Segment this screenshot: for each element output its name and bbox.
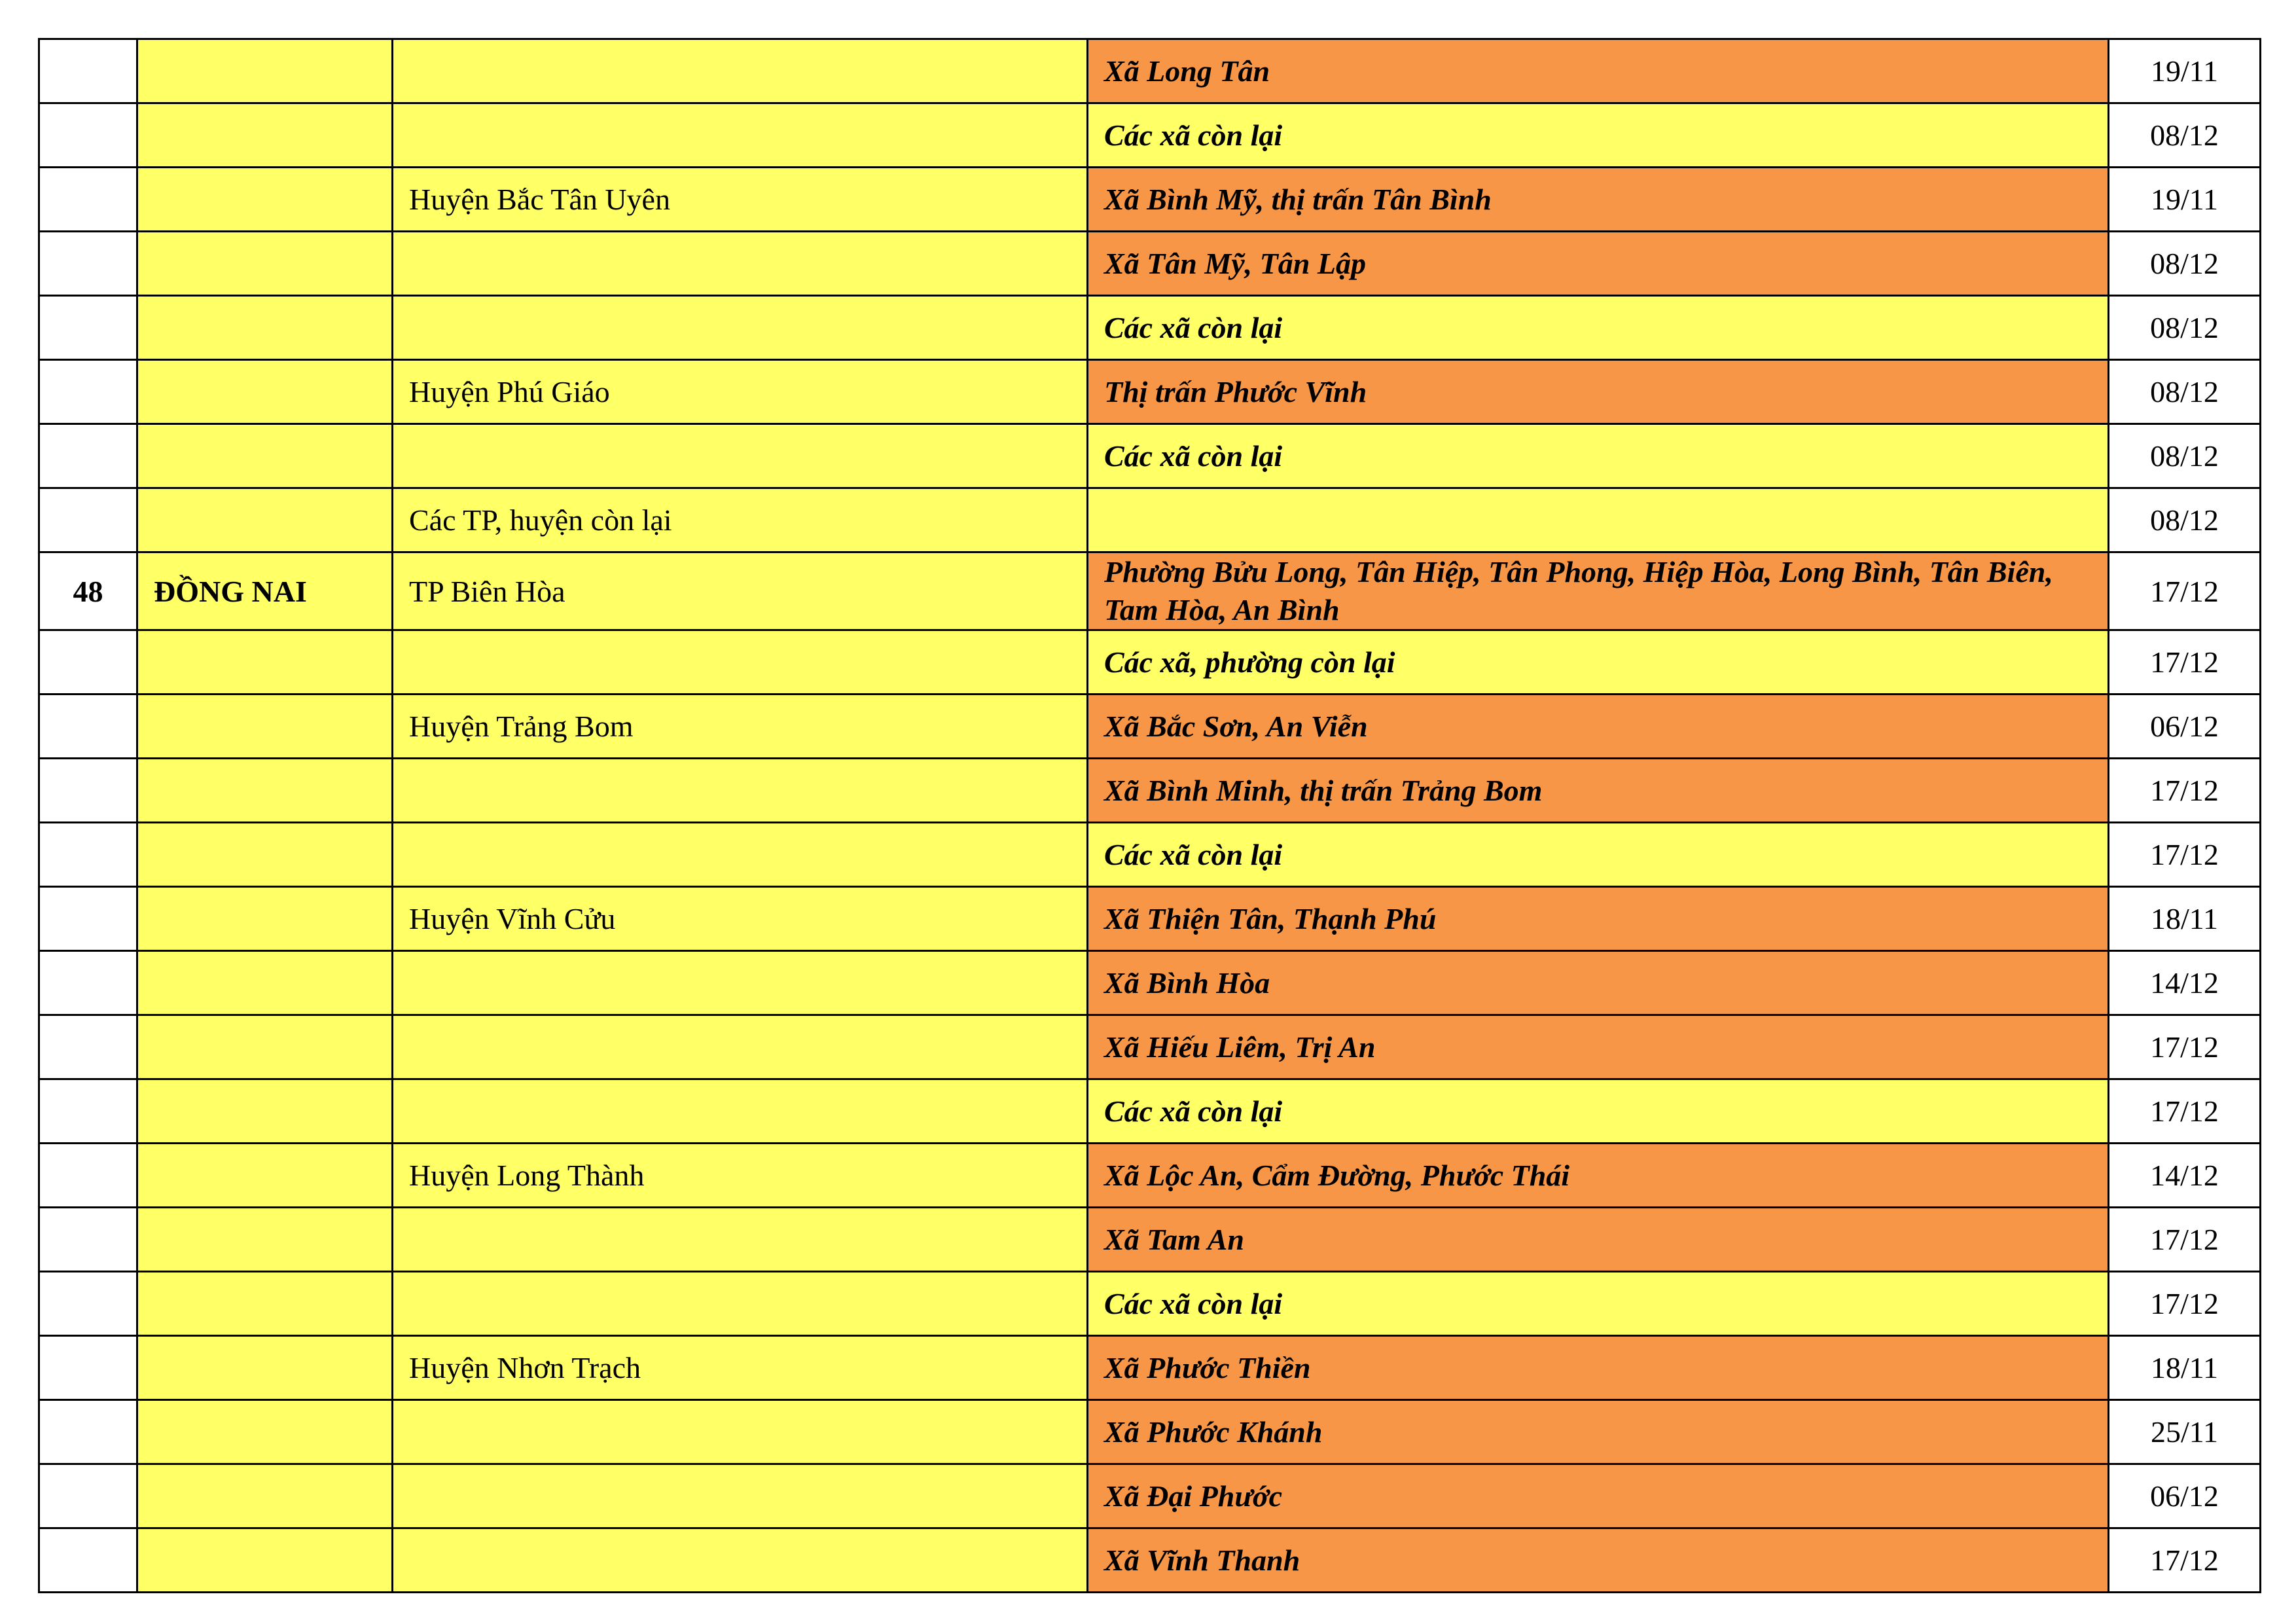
province-cell: [137, 823, 393, 887]
area-cell: Xã Bình Hòa: [1088, 951, 2109, 1015]
district-cell: [393, 39, 1088, 103]
stt-cell: [39, 1208, 137, 1272]
table-row: [39, 630, 2261, 695]
stt-cell: [39, 296, 137, 360]
table-row: [39, 951, 2261, 1015]
table-row: [39, 1528, 2261, 1593]
area-cell: Xã Lộc An, Cẩm Đường, Phước Thái: [1088, 1144, 2109, 1208]
district-cell: [393, 759, 1088, 823]
district-cell: Các TP, huyện còn lại: [393, 488, 1088, 552]
area-cell: Các xã còn lại: [1088, 1272, 2109, 1336]
province-cell: [137, 951, 393, 1015]
area-cell: Các xã còn lại: [1088, 1079, 2109, 1144]
area-cell: Xã Bình Mỹ, thị trấn Tân Bình: [1088, 168, 2109, 232]
table-row: [39, 695, 2261, 759]
stt-cell: [39, 168, 137, 232]
table-row: [39, 488, 2261, 552]
province-cell: [137, 695, 393, 759]
table-row: [39, 1144, 2261, 1208]
date-cell: 18/11: [2109, 1336, 2261, 1400]
stt-cell: [39, 1015, 137, 1079]
date-cell: 17/12: [2109, 1015, 2261, 1079]
district-cell: [393, 1015, 1088, 1079]
area-cell: Các xã còn lại: [1088, 424, 2109, 488]
district-cell: [393, 424, 1088, 488]
table-row: [39, 1464, 2261, 1528]
area-cell: Xã Tân Mỹ, Tân Lập: [1088, 232, 2109, 296]
area-cell: Xã Long Tân: [1088, 39, 2109, 103]
district-cell: [393, 1272, 1088, 1336]
stt-cell: [39, 1272, 137, 1336]
area-cell: Xã Tam An: [1088, 1208, 2109, 1272]
stt-cell: [39, 39, 137, 103]
area-cell: Xã Phước Thiền: [1088, 1336, 2109, 1400]
stt-cell: [39, 103, 137, 168]
table-row: [39, 1208, 2261, 1272]
district-cell: [393, 630, 1088, 695]
date-cell: 06/12: [2109, 1464, 2261, 1528]
area-cell: Xã Hiếu Liêm, Trị An: [1088, 1015, 2109, 1079]
table-row: [39, 424, 2261, 488]
province-cell: [137, 1015, 393, 1079]
stt-cell: [39, 759, 137, 823]
table-row: [39, 552, 2261, 630]
area-cell: Các xã còn lại: [1088, 296, 2109, 360]
stt-cell: [39, 951, 137, 1015]
district-cell: Huyện Vĩnh Cửu: [393, 887, 1088, 951]
area-cell: Phường Bửu Long, Tân Hiệp, Tân Phong, Hiệp Hòa, Long Bình, Tân Biên, Tam Hòa, An Bình: [1088, 552, 2109, 630]
stt-cell: [39, 232, 137, 296]
province-cell: [137, 39, 393, 103]
date-cell: 17/12: [2109, 823, 2261, 887]
stt-cell: [39, 823, 137, 887]
district-cell: [393, 951, 1088, 1015]
stt-cell: [39, 1079, 137, 1144]
date-cell: 08/12: [2109, 488, 2261, 552]
province-cell: [137, 759, 393, 823]
district-cell: [393, 1400, 1088, 1464]
district-cell: Huyện Phú Giáo: [393, 360, 1088, 424]
stt-cell: [39, 887, 137, 951]
area-cell: Các xã còn lại: [1088, 823, 2109, 887]
district-cell: TP Biên Hòa: [393, 552, 1088, 630]
province-cell: [137, 424, 393, 488]
date-cell: 08/12: [2109, 360, 2261, 424]
schedule-table-body: [39, 39, 2261, 1593]
stt-cell: [39, 424, 137, 488]
area-cell: Xã Phước Khánh: [1088, 1400, 2109, 1464]
date-cell: 08/12: [2109, 296, 2261, 360]
province-cell: [137, 168, 393, 232]
province-cell: [137, 1144, 393, 1208]
district-cell: Huyện Trảng Bom: [393, 695, 1088, 759]
date-cell: 14/12: [2109, 951, 2261, 1015]
district-cell: [393, 1464, 1088, 1528]
stt-cell: [39, 695, 137, 759]
province-cell: [137, 232, 393, 296]
date-cell: 19/11: [2109, 168, 2261, 232]
stt-cell: [39, 1464, 137, 1528]
province-cell: [137, 1336, 393, 1400]
district-cell: Huyện Long Thành: [393, 1144, 1088, 1208]
date-cell: 17/12: [2109, 1272, 2261, 1336]
stt-cell: [39, 360, 137, 424]
date-cell: 08/12: [2109, 424, 2261, 488]
date-cell: 17/12: [2109, 1208, 2261, 1272]
area-cell: Xã Bắc Sơn, An Viễn: [1088, 695, 2109, 759]
table-row: [39, 39, 2261, 103]
district-cell: [393, 1528, 1088, 1593]
date-cell: 08/12: [2109, 232, 2261, 296]
province-cell: [137, 1400, 393, 1464]
district-cell: Huyện Bắc Tân Uyên: [393, 168, 1088, 232]
area-cell: Xã Vĩnh Thanh: [1088, 1528, 2109, 1593]
table-row: [39, 1079, 2261, 1144]
province-cell: [137, 1079, 393, 1144]
stt-cell: 48: [39, 552, 137, 630]
province-cell: [137, 103, 393, 168]
stt-cell: [39, 1528, 137, 1593]
table-row: [39, 823, 2261, 887]
date-cell: 17/12: [2109, 552, 2261, 630]
area-cell: [1088, 488, 2109, 552]
table-row: [39, 103, 2261, 168]
date-cell: 17/12: [2109, 759, 2261, 823]
province-cell: ĐỒNG NAI: [137, 552, 393, 630]
stt-cell: [39, 630, 137, 695]
district-cell: Huyện Nhơn Trạch: [393, 1336, 1088, 1400]
stt-cell: [39, 488, 137, 552]
district-cell: [393, 103, 1088, 168]
province-cell: [137, 887, 393, 951]
stt-cell: [39, 1400, 137, 1464]
date-cell: 14/12: [2109, 1144, 2261, 1208]
area-cell: Các xã còn lại: [1088, 103, 2109, 168]
province-cell: [137, 1464, 393, 1528]
date-cell: 17/12: [2109, 630, 2261, 695]
date-cell: 17/12: [2109, 1528, 2261, 1593]
stt-cell: [39, 1336, 137, 1400]
area-cell: Xã Bình Minh, thị trấn Trảng Bom: [1088, 759, 2109, 823]
table-row: [39, 1015, 2261, 1079]
table-row: [39, 168, 2261, 232]
stt-cell: [39, 1144, 137, 1208]
province-cell: [137, 1272, 393, 1336]
area-cell: Các xã, phường còn lại: [1088, 630, 2109, 695]
province-cell: [137, 296, 393, 360]
table-row: [39, 296, 2261, 360]
area-cell: Xã Đại Phước: [1088, 1464, 2109, 1528]
table-row: [39, 1336, 2261, 1400]
area-cell: Xã Thiện Tân, Thạnh Phú: [1088, 887, 2109, 951]
date-cell: 08/12: [2109, 103, 2261, 168]
table-row: [39, 1400, 2261, 1464]
table-row: [39, 759, 2261, 823]
table-row: [39, 360, 2261, 424]
table-row: [39, 887, 2261, 951]
district-cell: [393, 823, 1088, 887]
district-cell: [393, 1079, 1088, 1144]
province-cell: [137, 360, 393, 424]
schedule-table: [38, 38, 2261, 1593]
table-row: [39, 1272, 2261, 1336]
province-cell: [137, 1208, 393, 1272]
date-cell: 19/11: [2109, 39, 2261, 103]
district-cell: [393, 296, 1088, 360]
area-cell: Thị trấn Phước Vĩnh: [1088, 360, 2109, 424]
table-row: [39, 232, 2261, 296]
province-cell: [137, 1528, 393, 1593]
district-cell: [393, 1208, 1088, 1272]
province-cell: [137, 488, 393, 552]
date-cell: 17/12: [2109, 1079, 2261, 1144]
district-cell: [393, 232, 1088, 296]
province-cell: [137, 630, 393, 695]
date-cell: 25/11: [2109, 1400, 2261, 1464]
date-cell: 06/12: [2109, 695, 2261, 759]
date-cell: 18/11: [2109, 887, 2261, 951]
